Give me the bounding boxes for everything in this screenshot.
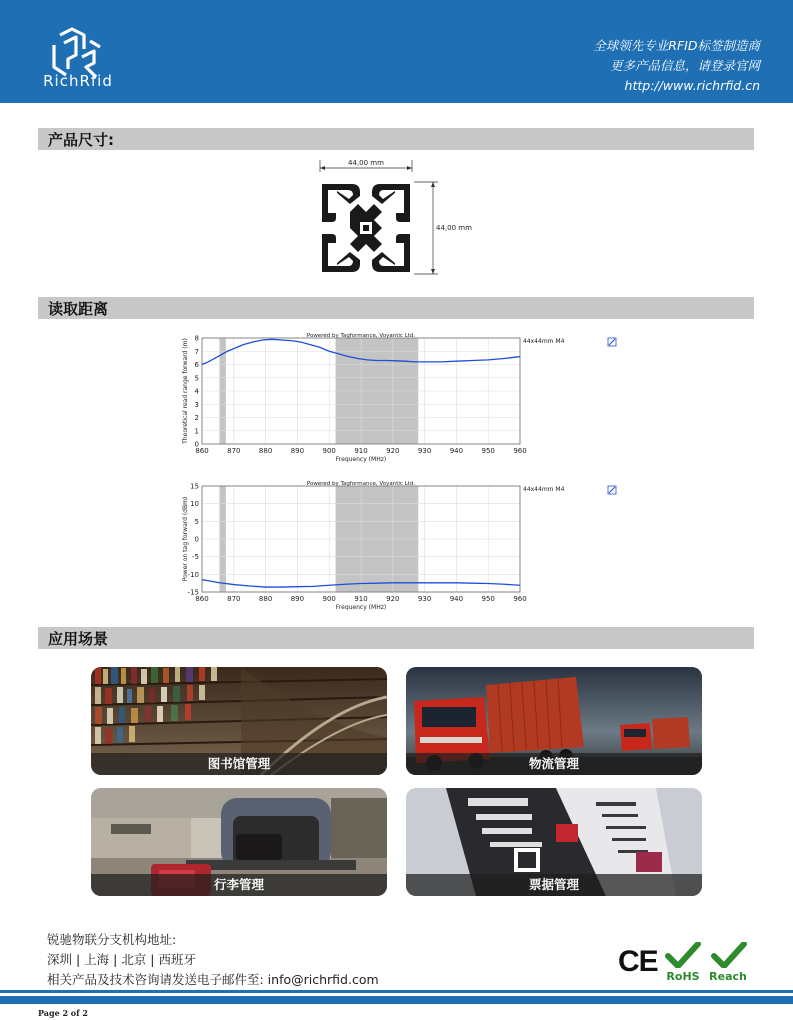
rohs-check-icon [664,942,702,968]
footer-stripe-thick [0,996,793,1004]
x-tick-label: 920 [386,447,400,455]
contact-email-line[interactable]: 相关产品及技术咨询请发送电子邮件至: info@richrfid.com [47,972,379,987]
tagline-line-1: 全球领先专业RFID标签制造商 [593,38,760,53]
y-axis-label: Theoretical read range forward (m) [182,338,189,444]
x-tick-label: 860 [195,595,209,603]
scene-label-logistics: 物流管理 [406,753,702,775]
page-header [0,0,793,103]
x-tick-label: 930 [417,447,432,455]
section-bar-range [38,297,754,319]
y-tick-label: -5 [192,553,199,562]
scene-logistics [406,667,702,775]
legend-swatch-icon [608,338,616,346]
read-range-chart [180,330,630,468]
reach-label: Reach [709,970,747,983]
dimension-width-label: 44,00 mm [348,159,384,167]
scene-label-baggage: 行李管理 [91,874,387,896]
reach-check-icon [708,942,748,968]
tagline-line-2: 更多产品信息，请登录官网 [609,58,760,73]
header-tagline [593,36,760,96]
y-tick-label: 8 [194,334,199,343]
legend-swatch-icon [608,486,616,494]
scene-tickets [406,788,702,896]
x-tick-label: 940 [449,447,464,455]
y-tick-label: -10 [187,570,199,579]
y-tick-label: 0 [194,440,199,449]
x-tick-label: 880 [258,447,273,455]
tag-dimension-drawing [312,156,492,280]
x-tick-label: 860 [195,447,209,455]
x-tick-label: 880 [258,595,273,603]
y-tick-label: 15 [190,482,199,491]
scene-label-tickets: 票据管理 [406,874,702,896]
x-tick-label: 960 [513,595,527,603]
x-tick-label: 870 [227,595,241,603]
section-bar-applications [38,627,754,649]
x-tick-label: 950 [481,595,495,603]
y-tick-label: 5 [194,374,199,383]
x-tick-label: 910 [354,595,368,603]
section-bar-size [38,128,754,150]
y-tick-label: 1 [194,427,199,436]
power-on-tag-chart [180,478,630,616]
branches-list: 深圳 | 上海 | 北京 | 西班牙 [47,952,196,967]
y-axis-label: Power on tag forward (dBm) [182,496,189,582]
scene-baggage [91,788,387,896]
x-tick-label: 960 [513,447,527,455]
x-tick-label: 890 [290,447,305,455]
section-title-applications: 应用场景 [48,630,109,648]
brand-name: RichRfid [43,72,113,90]
contact-block [47,930,379,990]
power-on-tag-chart-svg [180,478,630,616]
legend-label: 44x44mm M4 [523,486,565,493]
rohs-label: RoHS [666,970,700,983]
x-tick-label: 920 [386,595,400,603]
scene-label-library: 图书馆管理 [91,753,387,775]
chart-title: Powered by Tagformance, Voyantic Ltd. [306,481,416,487]
reach-badge [708,942,748,983]
read-range-chart-svg [180,330,630,468]
x-tick-label: 950 [481,447,495,455]
x-axis-label: Frequency (MHz) [335,604,387,611]
x-tick-label: 890 [290,595,305,603]
y-tick-label: 4 [194,387,199,396]
y-tick-label: 2 [194,414,199,422]
branches-heading: 锐驰物联分支机构地址: [47,932,177,947]
x-tick-label: 930 [417,595,432,603]
x-axis-label: Frequency (MHz) [335,456,387,463]
footer-stripe-thin [0,990,793,993]
y-tick-label: -15 [187,588,199,597]
section-title-size: 产品尺寸: [48,131,114,149]
y-tick-label: 3 [194,400,199,409]
rohs-badge [664,942,702,983]
y-tick-label: 7 [194,347,199,356]
ce-mark [618,942,658,982]
scene-library [91,667,387,775]
x-tick-label: 940 [449,595,464,603]
page-number: Page 2 of 2 [38,1008,88,1018]
x-tick-label: 870 [227,447,241,455]
x-tick-label: 910 [354,447,368,455]
website-url[interactable]: http://www.richrfid.cn [624,78,760,93]
y-tick-label: 0 [194,535,199,544]
x-tick-label: 900 [322,447,336,455]
chart-title: Powered by Tagformance, Voyantic Ltd. [306,333,416,339]
legend-label: 44x44mm M4 [523,338,565,345]
section-title-range: 读取距离 [48,300,109,318]
ce-text: CE [618,945,658,978]
dimension-height-label: 44,00 mm [436,224,472,232]
y-tick-label: 5 [194,517,199,526]
antenna-drawing [312,156,492,280]
x-tick-label: 900 [322,595,336,603]
y-tick-label: 10 [190,500,199,509]
y-tick-label: 6 [194,361,199,369]
